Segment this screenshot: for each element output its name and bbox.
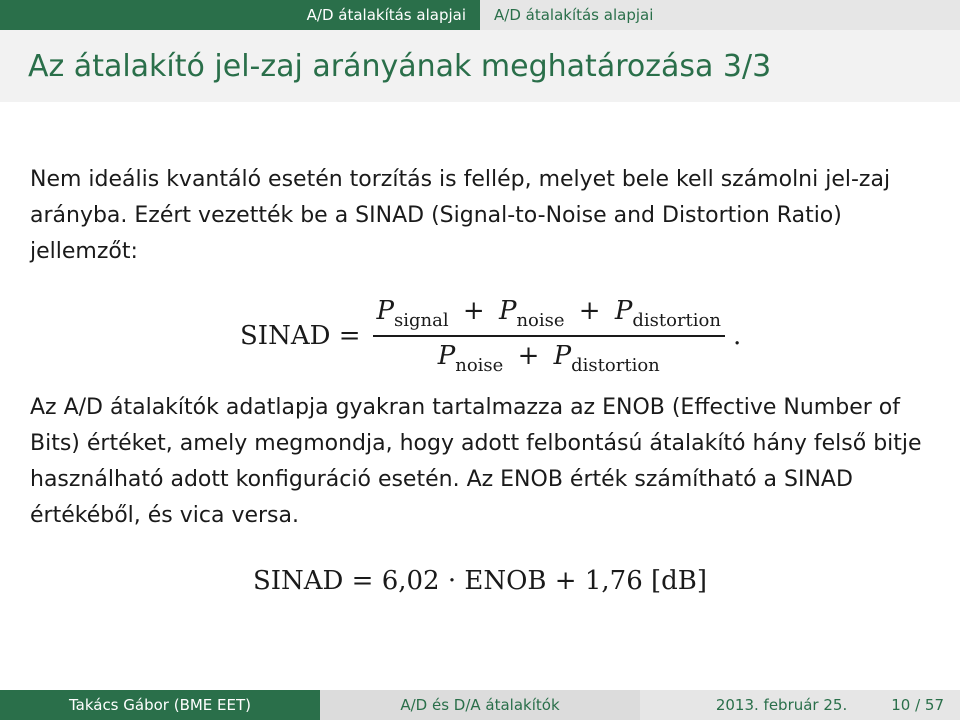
formula-fraction xyxy=(373,296,725,376)
nav-link-section[interactable]: A/D átalakítás alapjai xyxy=(306,6,466,24)
footer-short-title: A/D és D/A átalakítók xyxy=(320,690,640,720)
slide-title-band xyxy=(0,30,960,102)
nav-link-subsection[interactable]: A/D átalakítás alapjai xyxy=(494,6,654,24)
nav-section-left xyxy=(0,0,480,30)
footer-page-number[interactable]: 10 / 57 xyxy=(891,696,944,714)
footer-author: Takács Gábor (BME EET) xyxy=(0,690,320,720)
intro-paragraph: Nem ideális kvantáló esetén torzítás is fellép, melyet bele kell számolni jel-zaj arányba. Ezért vezették be a SINAD (Signal-to-Noise and Distortion Ratio) jellemzőt: xyxy=(30,167,891,264)
sinad-enob-formula: SINAD = 6,02 · ENOB + 1,76 [dB] xyxy=(252,566,708,596)
slide-footer xyxy=(0,690,960,720)
fraction-denominator: $P_{noise} + P_{distortion}$ xyxy=(437,340,660,376)
footer-date: 2013. február 25. xyxy=(715,696,848,714)
sinad-definition-formula xyxy=(240,296,741,376)
fraction-numerator: $P_{signal} + P_{noise} + P_{distortion}$ xyxy=(376,296,721,332)
nav-subsection-right xyxy=(480,0,960,30)
formula-lhs: SINAD = xyxy=(240,321,361,351)
top-navigation-bar xyxy=(0,0,960,30)
footer-date-page xyxy=(640,690,960,720)
slide-title: Az átalakító jel-zaj arányának meghatározása 3/3 xyxy=(28,48,772,84)
formula-period: . xyxy=(732,321,742,351)
fraction-bar xyxy=(373,335,725,337)
enob-paragraph: Az A/D átalakítók adatlapja gyakran tartalmazza az ENOB (Effective Number of Bits) értéket, amely megmondja, hogy adott felbontású átalakító hány felső bitje használható adott konfiguráció esetén. Az ENOB érték számítható a SINAD értékéből, és vica versa. xyxy=(30,395,922,528)
